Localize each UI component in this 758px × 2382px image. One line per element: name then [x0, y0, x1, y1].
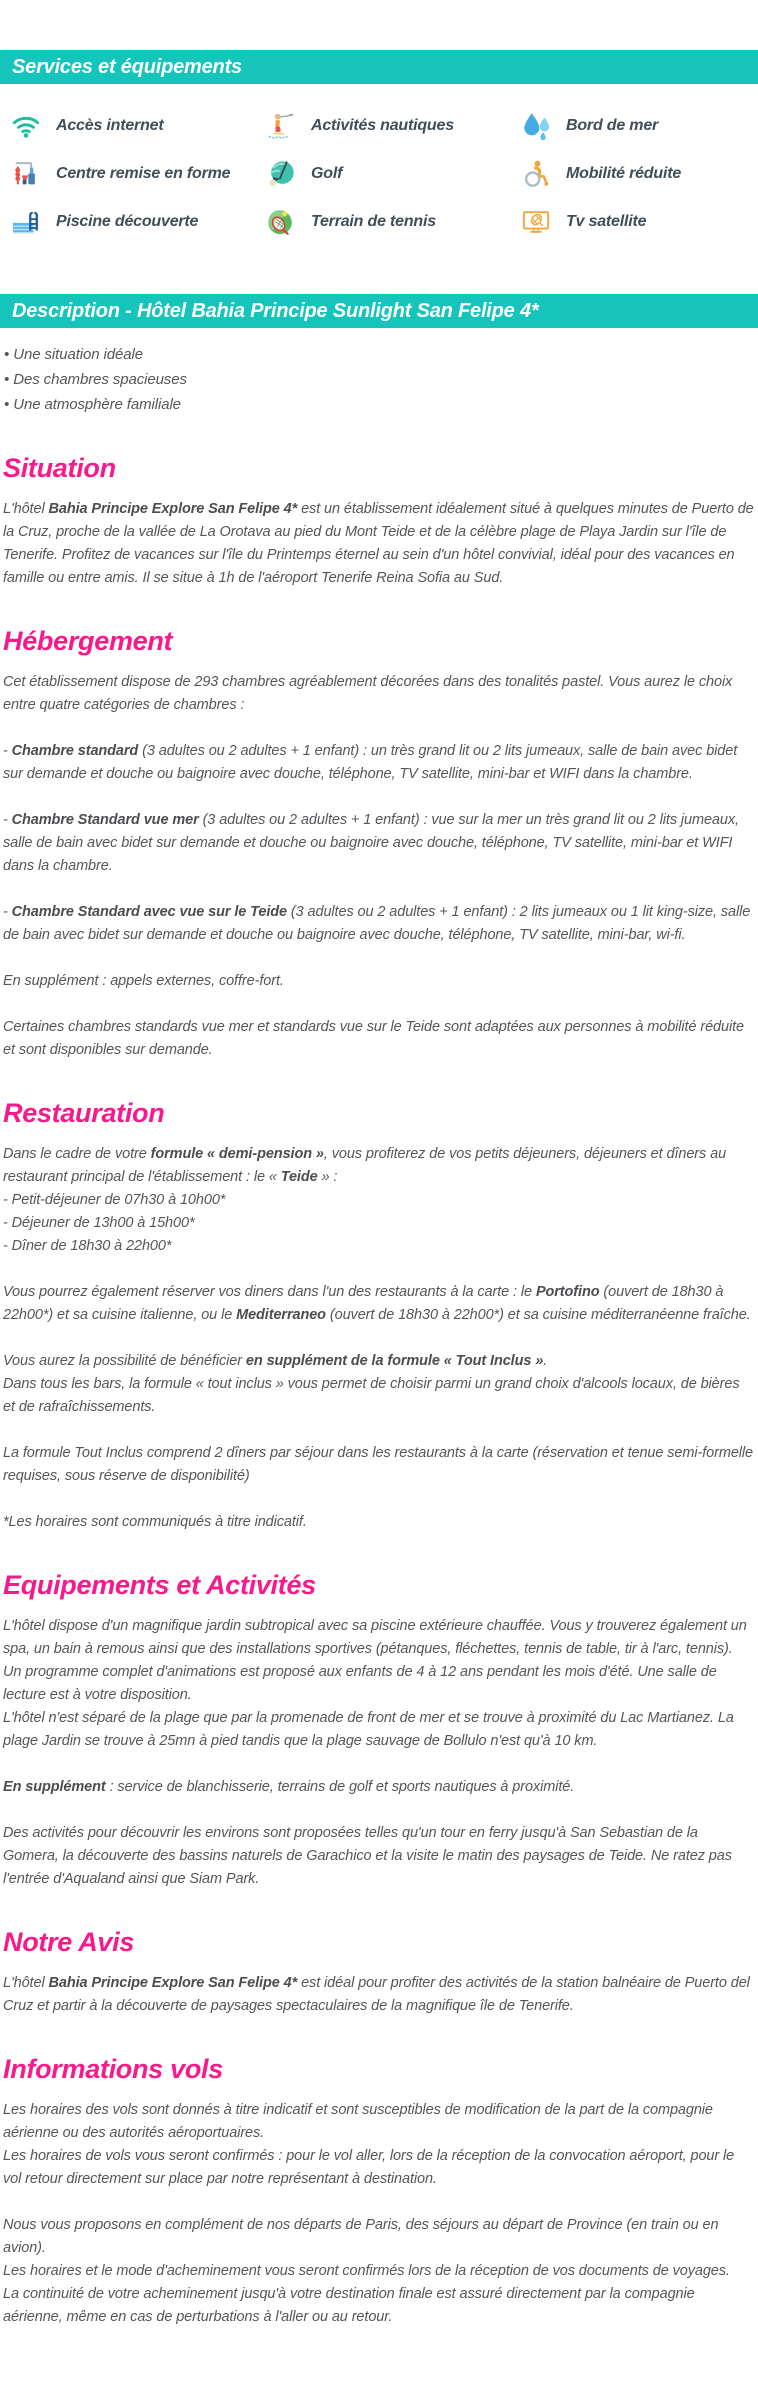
section-heading: Equipements et Activités [3, 1570, 316, 1600]
service-item [520, 102, 758, 150]
paragraph: *Les horaires sont communiqués à titre indicatif. [3, 1514, 307, 1530]
paragraph: En supplément : appels externes, coffre-fort. [3, 973, 284, 989]
services-title: Services et équipements [12, 55, 242, 78]
paragraph: Cet établissement dispose de 293 chambres agréablement décorées dans des tonalités pastel. Vous aurez le choix entre quatre catégories de chambres : [3, 674, 733, 713]
services-header-bar [0, 50, 758, 84]
paragraph: - Chambre Standard vue mer (3 adultes ou 2 adultes + 1 enfant) : vue sur la mer un très grand lit ou 2 lits jumeaux, salle de bain avec bidet sur demande et douche ou baignoire avec douche, téléphone, TV satellite, mini-bar et WIFI dans la chambre. [3, 812, 739, 874]
paragraph: L'hôtel dispose d'un magnifique jardin subtropical avec sa piscine extérieure chauffée. Vous y trouverez également un spa, un bain à remous ainsi que des installations sportives (pétanques, fléchettes, tennis de table, tir à l'arc, tennis). Un programme complet d'animations est proposé aux enfants de 4 à 12 ans pendant les mois d'été. Une salle de lecture est à votre disposition. L'hôtel n'est séparé de la plage que par la promenade de front de mer et se trouve à proximité du Lac Martianez. La plage Jardin se trouve à 25mn à pied tandis que la plage sauvage de Bollulo n'est qu'à 10 km. [3, 1618, 747, 1749]
paragraph: Vous pourrez également réserver vos diners dans l'un des restaurants à la carte : le Portofino (ouvert de 18h30 à 22h00*) et sa cuisine italienne, ou le Mediterraneo (ouvert de 18h30 à 22h00*) et sa cuisine méditerranéenne fraîche. [3, 1284, 751, 1323]
highlight-item: • Une situation idéale [4, 342, 754, 367]
section-heading: Notre Avis [3, 1927, 135, 1957]
service-label: Bord de mer [566, 117, 659, 134]
section-heading: Situation [3, 453, 116, 483]
wheelchair-icon [520, 158, 552, 190]
paragraph: Des activités pour découvrir les environs sont proposées telles qu'un tour en ferry jusqu'à San Sebastian de la Gomera, la découverte des bassins naturels de Garachico et la visite le matin des paysages de Teide. Ne ratez pas l'entrée d'Aqualand ainsi que Siam Park. [3, 1825, 732, 1887]
service-label: Golf [311, 165, 343, 182]
water-drops-icon [520, 110, 552, 142]
highlight-item: • Des chambres spacieuses [4, 367, 754, 392]
service-item [10, 150, 265, 198]
service-label: Terrain de tennis [311, 213, 436, 230]
service-label: Mobilité réduite [566, 165, 682, 182]
description-header-bar [0, 294, 758, 328]
paragraph: Vous aurez la possibilité de bénéficier en supplément de la formule « Tout Inclus ». Dans tous les bars, la formule « tout inclus » vous permet de choisir parmi un grand choix d'alcools locaux, de bières et de rafraîchissements. [3, 1353, 740, 1415]
paragraph: - Chambre standard (3 adultes ou 2 adultes + 1 enfant) : un très grand lit ou 2 lits jumeaux, salle de bain avec bidet sur demande et douche ou baignoire avec douche, téléphone, TV satellite, mini-bar et WIFI dans la chambre. [3, 743, 738, 782]
wifi-icon [10, 110, 42, 142]
section-heading: Informations vols [3, 2054, 223, 2084]
description-sections [0, 453, 758, 2382]
highlights-list [0, 342, 758, 417]
service-item [265, 102, 520, 150]
services-grid [0, 102, 758, 246]
service-item [520, 150, 758, 198]
section-heading: Hébergement [3, 626, 173, 656]
service-item [520, 198, 758, 246]
water-ski-icon [265, 110, 297, 142]
section-heading: Restauration [3, 1098, 165, 1128]
paragraph: La formule Tout Inclus comprend 2 dîners par séjour dans les restaurants à la carte (réservation et tenue semi-formelle requises, sous réserve de disponibilité) [3, 1445, 753, 1484]
gym-icon [10, 158, 42, 190]
paragraph: L'hôtel Bahia Principe Explore San Felipe 4* est un établissement idéalement situé à quelques minutes de Puerto de la Cruz, proche de la vallée de La Orotava au pied du Mont Teide et de la célèbre plage de Playa Jardin sur l'île de Tenerife. Profitez de vacances sur l'île du Printemps éternel au sein d'un hôtel convivial, idéal pour des vacances en famille ou entre amis. Il se situe à 1h de l'aéroport Tenerife Reina Sofia au Sud. [3, 501, 754, 586]
service-item [265, 150, 520, 198]
description-title: Description - Hôtel Bahia Principe Sunlight San Felipe 4* [12, 299, 539, 322]
service-item [10, 198, 265, 246]
service-label: Piscine découverte [56, 213, 199, 230]
paragraph: Les horaires des vols sont donnés à titre indicatif et sont susceptibles de modification de la part de la compagnie aérienne ou des autorités aéroportuaires. Les horaires de vols vous seront confirmés : pour le vol aller, lors de la réception de la convocation aéroport, pour le vol retour directement sur place par notre représentant à destination. [3, 2102, 735, 2187]
tv-satellite-icon [520, 206, 552, 238]
paragraph: L'hôtel Bahia Principe Explore San Felipe 4* est idéal pour profiter des activités de la station balnéaire de Puerto del Cruz et partir à la découverte de paysages spectaculaires de la magnifique île de Tenerife. [3, 1975, 750, 2014]
golf-icon [265, 158, 297, 190]
tennis-icon [265, 206, 297, 238]
service-label: Accès internet [56, 117, 164, 134]
paragraph: Dans le cadre de votre formule « demi-pension », vous profiterez de vos petits déjeuners, déjeuners et dîners au restaurant principal de l'établissement : le « Teide » : - Petit-déjeuner de 07h30 à 10h00* - Déjeuner de 13h00 à 15h00* - Dîner de 18h30 à 22h00* [3, 1146, 727, 1254]
paragraph: Certaines chambres standards vue mer et standards vue sur le Teide sont adaptées aux personnes à mobilité réduite et sont disponibles sur demande. [3, 1019, 744, 1058]
paragraph: En supplément : service de blanchisserie, terrains de golf et sports nautiques à proximité. [3, 1779, 575, 1795]
highlight-item: • Une atmosphère familiale [4, 392, 754, 417]
service-label: Centre remise en forme [56, 165, 231, 182]
paragraph: - Chambre Standard avec vue sur le Teide (3 adultes ou 2 adultes + 1 enfant) : 2 lits jumeaux ou 1 lit king-size, salle de bain avec bidet sur demande et douche ou baignoire avec douche, téléphone, TV satellite, mini-bar, wi-fi. [3, 904, 751, 943]
service-label: Activités nautiques [311, 117, 454, 134]
pool-icon [10, 206, 42, 238]
service-item [265, 198, 520, 246]
service-item [10, 102, 265, 150]
paragraph: Nous vous proposons en complément de nos départs de Paris, des séjours au départ de Province (en train ou en avion). Les horaires et le mode d'acheminement vous seront confirmés lors de la réception de vos documents de voyages. La continuité de votre acheminement jusqu'à votre destination finale est assuré directement par la compagnie aérienne, même en cas de perturbations à l'aller ou au retour. [3, 2217, 730, 2325]
service-label: Tv satellite [566, 213, 647, 230]
